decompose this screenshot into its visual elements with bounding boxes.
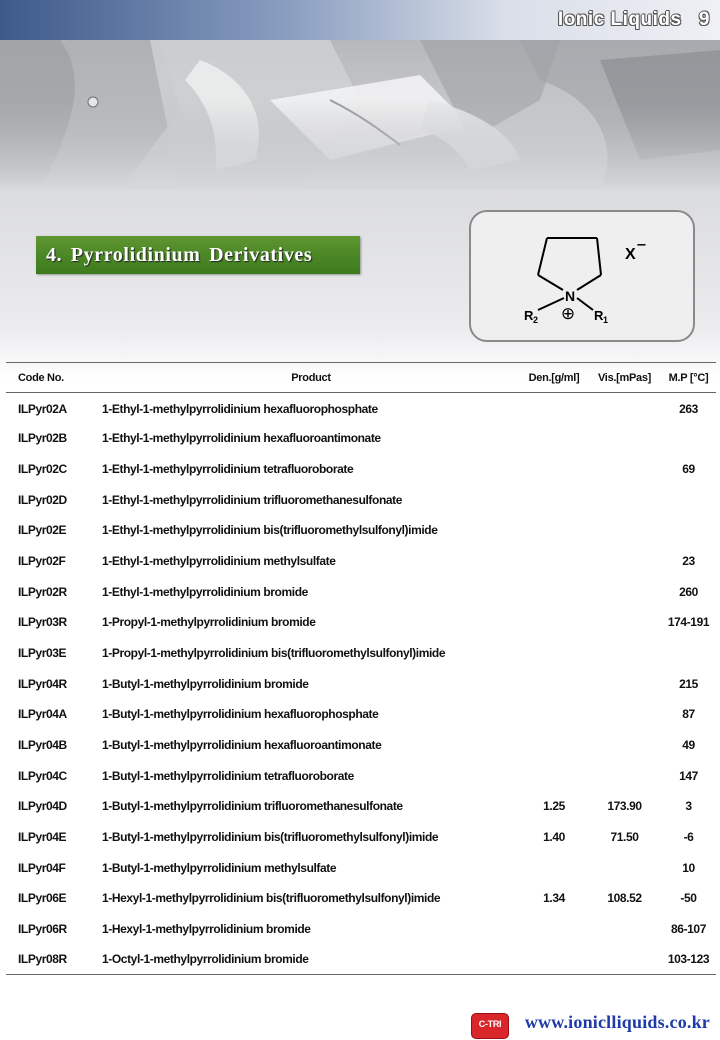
cell-product: 1-Octyl-1-methylpyrrolidinium bromide [100, 944, 520, 975]
cell-melting-point: 86-107 [671, 921, 706, 936]
product-table [6, 362, 716, 975]
column-header-product: Product [100, 363, 520, 393]
table-row [6, 423, 716, 454]
cell-melting-point: 69 [682, 462, 695, 477]
banner-illustration [0, 40, 720, 190]
cell-melting-point [661, 484, 716, 515]
cell-melting-point: 215 [679, 676, 698, 691]
cell-density [520, 760, 588, 791]
nitrogen-label: N [564, 288, 576, 304]
cell-density [520, 638, 588, 669]
product-table-container [6, 362, 716, 975]
table-row [6, 515, 716, 546]
cell-melting-point: 10 [682, 860, 695, 875]
cell-code: ILPyr08R [6, 944, 100, 975]
website-url[interactable]: www.ioniclliquids.co.kr [524, 1012, 710, 1032]
cell-product: 1-Hexyl-1-methylpyrrolidinium bromide [102, 921, 311, 936]
cell-product: 1-Butyl-1-methylpyrrolidinium tetrafluoroborate [102, 768, 354, 783]
table-row [6, 699, 716, 730]
cell-product: 1-Ethyl-1-methylpyrrolidinium hexafluorophosphate [102, 401, 378, 416]
column-header-code: Code No. [6, 363, 100, 393]
table-row [6, 454, 716, 485]
cell-code: ILPyr04B [18, 738, 67, 753]
logo-text: C-TRI [478, 1019, 502, 1029]
cell-density [520, 576, 588, 607]
cell-melting-point: 49 [682, 738, 695, 753]
cell-viscosity [588, 914, 661, 945]
ring-bond [597, 238, 601, 275]
cell-product: 1-Ethyl-1-methylpyrrolidinium hexafluoroantimonate [102, 431, 381, 446]
page-header-title: Ionic Liquids 9 [557, 9, 710, 30]
cell-code: ILPyr04E [18, 830, 67, 845]
cell-density [520, 607, 588, 638]
cell-code: ILPyr02B [18, 431, 67, 446]
table-row [6, 760, 716, 791]
negative-charge-icon: − [636, 238, 647, 253]
cell-density [520, 852, 588, 883]
header-bar [0, 0, 720, 40]
cell-product: 1-Butyl-1-methylpyrrolidinium bis(trifluoromethylsulfonyl)imide [102, 830, 439, 845]
cell-product: 1-Butyl-1-methylpyrrolidinium trifluoromethanesulfonate [102, 799, 403, 814]
cell-melting-point: 263 [679, 401, 698, 416]
cell-viscosity [588, 638, 661, 669]
cell-viscosity: 108.52 [607, 891, 642, 906]
cell-melting-point [661, 423, 716, 454]
cell-product: 1-Butyl-1-methylpyrrolidinium methylsulfate [102, 860, 337, 875]
cell-product: 1-Butyl-1-methylpyrrolidinium hexafluoroantimonate [102, 738, 382, 753]
cell-code: ILPyr03R [18, 615, 67, 630]
cell-viscosity [588, 393, 661, 424]
cell-code: ILPyr04R [18, 676, 67, 691]
cell-product: 1-Ethyl-1-methylpyrrolidinium bromide [102, 584, 308, 599]
table-row [6, 914, 716, 945]
cell-code: ILPyr02A [18, 401, 67, 416]
cell-code: ILPyr04C [18, 768, 67, 783]
ring-bond [538, 275, 563, 290]
table-row [6, 484, 716, 515]
cell-code: ILPyr02D [18, 492, 67, 507]
cell-viscosity: 173.90 [607, 799, 642, 814]
cell-melting-point: 23 [682, 554, 695, 569]
cell-code: ILPyr02R [18, 584, 67, 599]
table-row [6, 852, 716, 883]
anion-label: X [625, 246, 636, 263]
ring-bond [577, 275, 601, 290]
cell-melting-point [661, 638, 716, 669]
table-row [6, 668, 716, 699]
cell-density [520, 484, 588, 515]
cell-density [520, 454, 588, 485]
cell-melting-point: 260 [679, 584, 698, 599]
cell-melting-point: 87 [682, 707, 695, 722]
cell-density [520, 699, 588, 730]
cell-product: 1-Butyl-1-methylpyrrolidinium hexafluorophosphate [102, 707, 379, 722]
column-header-melting-point: M.P [°C] [661, 363, 716, 393]
cell-viscosity [588, 576, 661, 607]
cell-melting-point: 174-191 [667, 615, 710, 630]
cell-density: 1.34 [543, 891, 565, 906]
cell-product: 1-Ethyl-1-methylpyrrolidinium trifluoromethanesulfonate [102, 492, 403, 507]
cell-product: 1-Butyl-1-methylpyrrolidinium bromide [102, 676, 309, 691]
cell-density [520, 393, 588, 424]
cell-viscosity [588, 668, 661, 699]
cell-code: ILPyr02F [18, 554, 66, 569]
pyrrolidinium-structure-diagram [471, 212, 693, 340]
table-row [6, 944, 716, 975]
cell-melting-point [661, 515, 716, 546]
table-row [6, 638, 716, 669]
cell-code: ILPyr04A [18, 707, 67, 722]
cell-density [520, 515, 588, 546]
cell-code: ILPyr03E [18, 646, 67, 661]
table-row [6, 546, 716, 577]
cell-viscosity [588, 699, 661, 730]
table-body [6, 393, 716, 975]
r2-subscript: 2 [533, 315, 539, 325]
ctri-logo [471, 1013, 509, 1039]
table-row [6, 393, 716, 424]
table-row [6, 822, 716, 853]
cell-code: ILPyr02E [18, 523, 67, 538]
cell-product: 1-Hexyl-1-methylpyrrolidinium bis(trifluoromethylsulfonyl)imide [102, 891, 441, 906]
cell-code: ILPyr04D [18, 799, 67, 814]
cell-viscosity [588, 607, 661, 638]
cell-melting-point: 103-123 [661, 944, 716, 975]
cell-density [520, 944, 588, 975]
cell-viscosity [588, 944, 661, 975]
cell-density: 1.40 [543, 830, 565, 845]
cell-product: 1-Ethyl-1-methylpyrrolidinium tetrafluoroborate [102, 462, 354, 477]
positive-charge-icon: ⊕ [560, 304, 576, 324]
cell-code: ILPyr02C [18, 462, 67, 477]
table-row [6, 730, 716, 761]
cell-viscosity [588, 515, 661, 546]
table-row [6, 791, 716, 822]
cell-code: ILPyr04F [18, 860, 66, 875]
cell-melting-point: 147 [679, 768, 698, 783]
cell-viscosity: 71.50 [610, 830, 639, 845]
cell-viscosity [588, 484, 661, 515]
table-header-row [6, 363, 716, 393]
cell-product: 1-Ethyl-1-methylpyrrolidinium methylsulfate [102, 554, 336, 569]
column-header-viscosity: Vis.[mPas] [588, 363, 661, 393]
table-row [6, 576, 716, 607]
cell-melting-point: -50 [680, 891, 697, 906]
cell-viscosity [588, 852, 661, 883]
cell-melting-point: -6 [683, 830, 694, 845]
cell-viscosity [588, 760, 661, 791]
cell-density [520, 668, 588, 699]
cell-density: 1.25 [543, 799, 565, 814]
table-row [6, 883, 716, 914]
cell-density [520, 546, 588, 577]
cell-density [520, 423, 588, 454]
ring-bond [538, 238, 547, 275]
cell-product: 1-Propyl-1-methylpyrrolidinium bis(trifluoromethylsulfonyl)imide [102, 646, 446, 661]
cell-melting-point: 3 [685, 799, 692, 814]
r2-label: R [524, 308, 534, 323]
cell-code: ILPyr06R [18, 921, 67, 936]
cell-density [520, 730, 588, 761]
r1-bond [577, 298, 593, 310]
r1-label: R [594, 308, 604, 323]
column-header-density: Den.[g/ml] [520, 363, 588, 393]
cell-product: 1-Propyl-1-methylpyrrolidinium bromide [102, 615, 316, 630]
cell-viscosity [588, 730, 661, 761]
cell-product: 1-Ethyl-1-methylpyrrolidinium bis(trifluoromethylsulfonyl)imide [102, 523, 438, 538]
r1-subscript: 1 [603, 315, 609, 325]
cell-density [520, 914, 588, 945]
chemical-structure-panel [469, 210, 695, 342]
cell-viscosity [588, 454, 661, 485]
section-title: 4. Pyrrolidinium Derivatives [36, 236, 360, 274]
cell-viscosity [588, 423, 661, 454]
table-row [6, 607, 716, 638]
banner-photo [0, 40, 720, 190]
cell-code: ILPyr06E [18, 891, 67, 906]
cell-viscosity [588, 546, 661, 577]
